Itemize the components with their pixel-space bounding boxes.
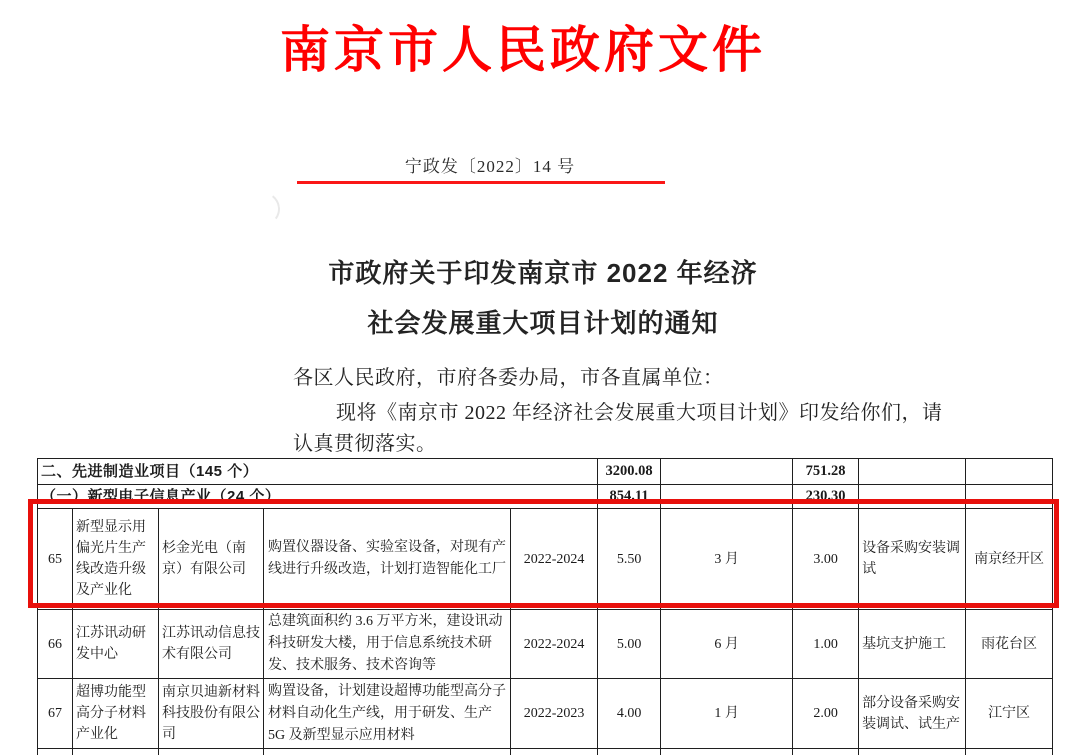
section-row-manufacturing	[38, 459, 1053, 485]
scan-artifact-arc	[244, 190, 282, 228]
cell-annual-plan: 3.00	[793, 509, 859, 610]
empty-cell	[73, 749, 159, 755]
cell-project-no: 67	[38, 679, 73, 749]
empty-cell	[159, 749, 264, 755]
cell-month: 3 月	[661, 509, 793, 610]
cell-project-name: 江苏讯动研发中心	[73, 610, 159, 679]
cell-description: 购置仪器设备、实验室设备，对现有产线进行升级改造，计划打造智能化工厂	[264, 509, 511, 610]
body-paragraph-line1: 现将《南京市 2022 年经济社会发展重大项目计划》印发给你们，请	[336, 402, 943, 424]
cell-month: 1 月	[661, 679, 793, 749]
table-row-project-66	[38, 610, 1053, 679]
government-letterhead-title: 南京市人民政府文件	[280, 22, 766, 78]
cell-district: 南京经开区	[966, 509, 1053, 610]
section-row-electronics	[38, 485, 1053, 509]
empty-cell	[859, 459, 966, 485]
document-number: 宁政发〔2022〕14 号	[404, 157, 576, 176]
empty-cell	[264, 749, 511, 755]
cell-years: 2022-2023	[511, 679, 598, 749]
section-annual-value: 230.30	[793, 485, 859, 509]
section-total-investment: 854.11	[598, 485, 661, 509]
cell-annual-plan: 2.00	[793, 679, 859, 749]
body-paragraph-line2: 认真贯彻落实。	[293, 433, 437, 455]
section-total-investment: 3200.08	[598, 459, 661, 485]
cell-status: 基坑支护施工	[859, 610, 966, 679]
cell-annual-plan: 1.00	[793, 610, 859, 679]
empty-cell	[966, 749, 1053, 755]
cell-description: 购置设备，计划建设超博功能型高分子材料自动化生产线，用于研发、生产 5G 及新型显示应用材料	[264, 679, 511, 749]
document-title-line1: 市政府关于印发南京市 2022 年经济	[328, 258, 758, 288]
document-title-line2: 社会发展重大项目计划的通知	[367, 308, 719, 338]
section-label: 二、先进制造业项目（145 个）	[38, 459, 598, 485]
cell-company: 江苏讯动信息技术有限公司	[159, 610, 264, 679]
empty-cell	[859, 749, 966, 755]
cell-district: 江宁区	[966, 679, 1053, 749]
cell-company: 南京贝迪新材料科技股份有限公司	[159, 679, 264, 749]
cell-project-no: 66	[38, 610, 73, 679]
table-row-project-67	[38, 679, 1053, 749]
cell-company: 杉金光电（南京）有限公司	[159, 509, 264, 610]
empty-cell	[793, 749, 859, 755]
cell-project-no: 65	[38, 509, 73, 610]
empty-cell	[859, 485, 966, 509]
project-plan-table	[37, 458, 1053, 755]
cell-project-name: 新型显示用偏光片生产线改造升级及产业化	[73, 509, 159, 610]
table-row-project-65	[38, 509, 1053, 610]
empty-cell	[598, 749, 661, 755]
table-row-partial	[38, 749, 1053, 755]
empty-cell	[38, 749, 73, 755]
cell-month: 6 月	[661, 610, 793, 679]
cell-status: 部分设备采购安装调试、试生产	[859, 679, 966, 749]
cell-total-investment: 4.00	[598, 679, 661, 749]
salutation-text: 各区人民政府，市府各委办局，市各直属单位：	[293, 367, 724, 389]
empty-cell	[661, 749, 793, 755]
cell-total-investment: 5.00	[598, 610, 661, 679]
cell-status: 设备采购安装调试	[859, 509, 966, 610]
cell-description: 总建筑面积约 3.6 万平方米，建设讯动科技研发大楼，用于信息系统技术研发、技术服务、技术咨询等	[264, 610, 511, 679]
cell-years: 2022-2024	[511, 610, 598, 679]
section-annual-value: 751.28	[793, 459, 859, 485]
empty-cell	[511, 749, 598, 755]
empty-cell	[661, 459, 793, 485]
cell-total-investment: 5.50	[598, 509, 661, 610]
cell-project-name: 超博功能型高分子材料产业化	[73, 679, 159, 749]
empty-cell	[661, 485, 793, 509]
red-divider-line	[297, 181, 665, 184]
empty-cell	[966, 485, 1053, 509]
section-label: （一）新型电子信息产业（24 个）	[38, 485, 598, 509]
empty-cell	[966, 459, 1053, 485]
cell-years: 2022-2024	[511, 509, 598, 610]
cell-district: 雨花台区	[966, 610, 1053, 679]
